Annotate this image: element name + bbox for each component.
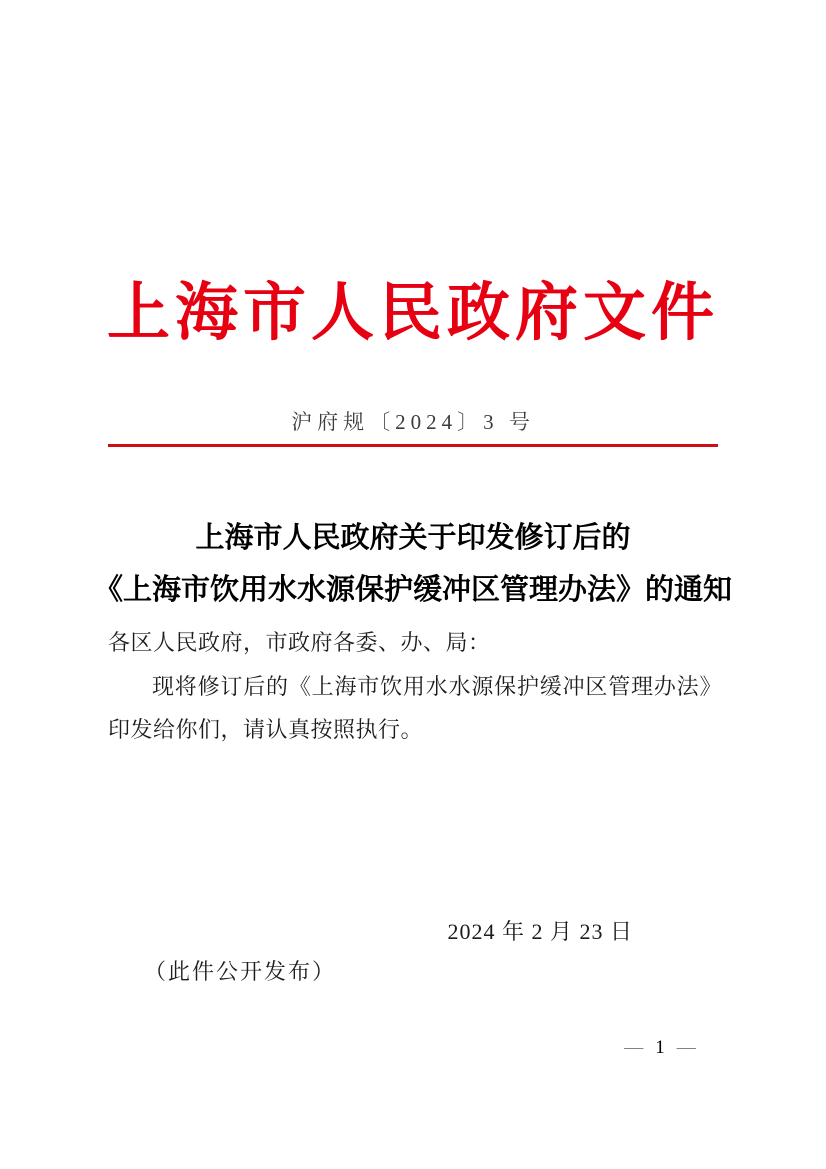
notice-date: 2024 年 2 月 23 日: [447, 919, 633, 944]
red-separator-line: [108, 444, 718, 447]
notice-title-line1: 上海市人民政府关于印发修订后的: [195, 522, 631, 554]
document-number: 沪府规〔2024〕3 号: [291, 410, 535, 434]
document-header-title: 上海市人民政府文件: [107, 278, 719, 348]
page-number: [610, 1037, 710, 1059]
public-release-note: （此件公开发布）: [144, 959, 337, 984]
page-number-dash-left: —: [624, 1037, 644, 1058]
notice-salutation: 各区人民政府，市政府各委、办、局：: [108, 630, 491, 655]
notice-body: [108, 621, 722, 752]
page-number-dash-right: —: [676, 1037, 696, 1058]
page-number-value: 1: [655, 1037, 665, 1058]
notice-body-paragraph: 现将修订后的《上海市饮用水水源保护缓冲区管理办法》印发给你们，请认真按照执行。: [108, 673, 722, 742]
notice-title-line2: 《上海市饮用水水源保护缓冲区管理办法》的通知: [93, 574, 732, 606]
notice-title: [0, 512, 826, 616]
